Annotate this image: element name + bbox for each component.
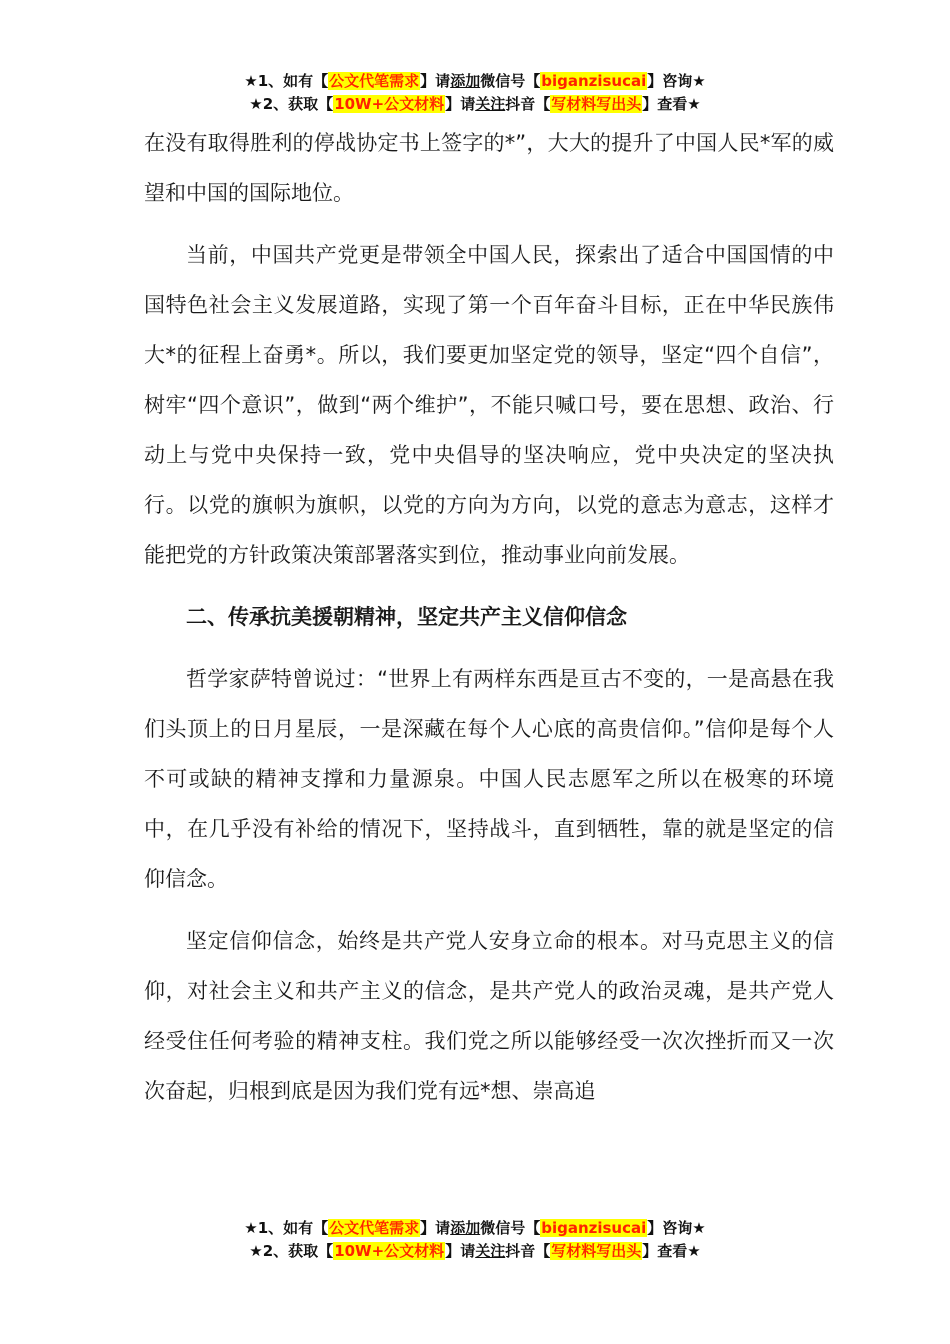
banner-highlight: biganzisucai xyxy=(541,1219,647,1237)
banner-highlight: 10W+公文材料 xyxy=(334,1242,445,1260)
banner-underlined-text: 添加 xyxy=(450,72,481,90)
document-body xyxy=(144,118,834,1128)
paragraph-2: 当前，中国共产党更是带领全中国人民，探索出了适合中国国情的中国特色社会主义发展道路，实现了第一个百年奋斗目标，正在中华民族伟大*的征程上奋勇*。所以，我们要更加坚定党的领导，坚定“四个自信”，树牢“四个意识”，做到“两个维护”，不能只喊口号，要在思想、政治、行动上与党中央保持一致，党中央倡导的坚决响应，党中央决定的坚决执行。以党的旗帜为旗帜，以党的方向为方向，以党的意志为意志，这样才能把党的方针政策决策部署落实到位，推动事业向前发展。 xyxy=(144,243,834,567)
header-banner xyxy=(0,70,950,116)
banner-underlined-text: 关注 xyxy=(475,1242,506,1260)
banner-highlight: 公文代笔需求 xyxy=(329,72,420,90)
banner-text: 抖音【 xyxy=(505,95,551,113)
banner-line-2 xyxy=(0,1240,950,1263)
banner-text: 】查看★ xyxy=(642,95,701,113)
paragraph-3: 哲学家萨特曾说过：“世界上有两样东西是亘古不变的，一是高悬在我们头顶上的日月星辰，一是深藏在每个人心底的高贵信仰。”信仰是每个人不可或缺的精神支撑和力量源泉。中国人民志愿军之所以在极寒的环境中，在几乎没有补给的情况下，坚持战斗，直到牺牲，靠的就是坚定的信仰信念。 xyxy=(144,667,834,891)
banner-highlight: biganzisucai xyxy=(541,72,647,90)
banner-text: 】咨询★ xyxy=(647,1219,706,1237)
banner-line-1 xyxy=(0,1217,950,1240)
banner-text: 微信号【 xyxy=(480,1219,541,1237)
footer-banner xyxy=(0,1217,950,1263)
banner-text: 】请 xyxy=(420,72,451,90)
banner-highlight: 公文代笔需求 xyxy=(329,1219,420,1237)
banner-highlight: 写材料写出头 xyxy=(551,95,642,113)
banner-highlight: 写材料写出头 xyxy=(551,1242,642,1260)
paragraph-4: 坚定信仰信念，始终是共产党人安身立命的根本。对马克思主义的信仰，对社会主义和共产主义的信念，是共产党人的政治灵魂，是共产党人经受住任何考验的精神支柱。我们党之所以能够经受一次次挫折而又一次次奋起，归根到底是因为我们党有远*想、崇高追 xyxy=(144,929,834,1103)
section-heading: 二、传承抗美援朝精神，坚定共产主义信仰信念 xyxy=(186,605,627,629)
banner-text: 】咨询★ xyxy=(647,72,706,90)
banner-underlined-text: 关注 xyxy=(475,95,506,113)
banner-text: ★1、如有【 xyxy=(244,72,329,90)
banner-text: ★1、如有【 xyxy=(244,1219,329,1237)
banner-text: ★2、获取【 xyxy=(249,95,334,113)
banner-text: ★2、获取【 xyxy=(249,1242,334,1260)
banner-text: 抖音【 xyxy=(505,1242,551,1260)
banner-text: 】请 xyxy=(445,1242,476,1260)
banner-text: 微信号【 xyxy=(480,72,541,90)
banner-text: 】请 xyxy=(420,1219,451,1237)
banner-line-2 xyxy=(0,93,950,116)
paragraph-1: 在没有取得胜利的停战协定书上签字的*”，大大的提升了中国人民*军的威望和中国的国际地位。 xyxy=(144,131,834,205)
banner-line-1 xyxy=(0,70,950,93)
banner-text: 】请 xyxy=(445,95,476,113)
banner-highlight: 10W+公文材料 xyxy=(334,95,445,113)
banner-text: 】查看★ xyxy=(642,1242,701,1260)
banner-underlined-text: 添加 xyxy=(450,1219,481,1237)
